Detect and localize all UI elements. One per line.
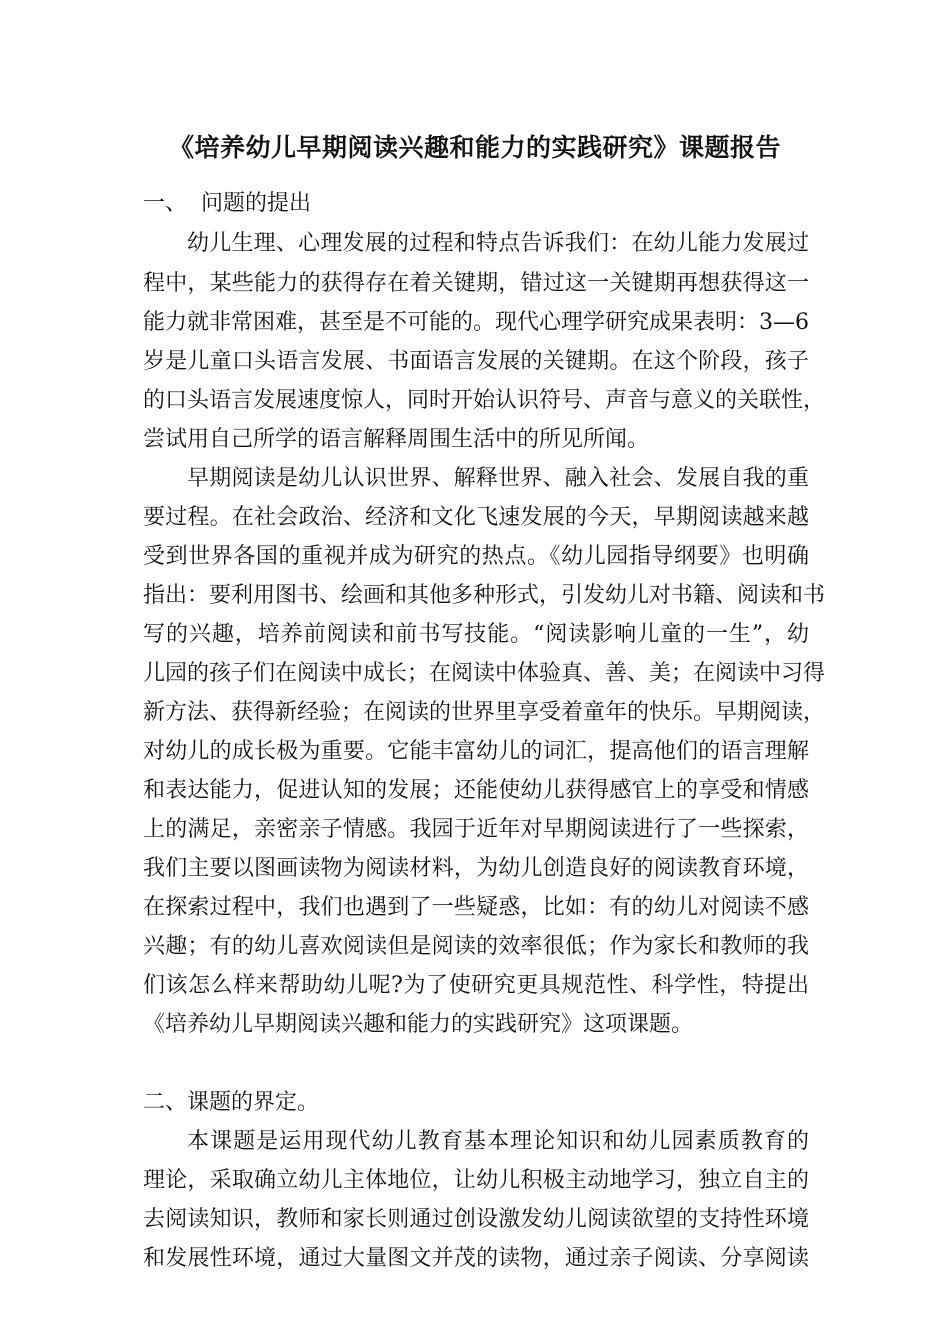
paragraph-line: 岁是儿童口头语言发展、书面语言发展的关键期。在这个阶段，孩子 <box>143 349 809 374</box>
paragraph-line: 要过程。在社会政治、经济和文化飞速发展的今天，早期阅读越来越 <box>143 505 809 530</box>
paragraph-line: 《培养幼儿早期阅读兴趣和能力的实践研究》这项课题。 <box>143 1012 694 1037</box>
paragraph-line: 我们主要以图画读物为阅读材料，为幼儿创造良好的阅读教育环境， <box>143 856 809 881</box>
paragraph-line: 能力就非常困难，甚至是不可能的。现代心理学研究成果表明：3—6 <box>143 310 809 335</box>
paragraph-line: 写的兴趣，培养前阅读和前书写技能。“阅读影响儿童的一生”，幼 <box>143 622 809 647</box>
paragraph-line: 在探索过程中，我们也遇到了一些疑惑，比如：有的幼儿对阅读不感 <box>143 895 809 920</box>
paragraph-line: 理论，采取确立幼儿主体地位，让幼儿积极主动地学习，独立自主的 <box>143 1168 809 1193</box>
paragraph-line: 早期阅读是幼儿认识世界、解释世界、融入社会、发展自我的重 <box>187 466 809 491</box>
paragraph-line: 去阅读知识，教师和家长则通过创设激发幼儿阅读欲望的支持性环境 <box>143 1207 809 1232</box>
paragraph-line: 指出：要利用图书、绘画和其他多种形式，引发幼儿对书籍、阅读和书 <box>143 583 826 608</box>
paragraph-line: 的口头语言发展速度惊人，同时开始认识符号、声音与意义的关联性， <box>143 388 826 413</box>
paragraph-line: 兴趣；有的幼儿喜欢阅读但是阅读的效率很低；作为家长和教师的我 <box>143 934 809 959</box>
paragraph-line: 上的满足，亲密亲子情感。我园于近年对早期阅读进行了一些探索， <box>143 817 809 842</box>
section-1-title: 问题的提出 <box>201 191 312 216</box>
section-1-heading <box>143 186 311 222</box>
paragraph-line: 程中，某些能力的获得存在着关键期，错过这一关键期再想获得这一 <box>143 271 809 296</box>
section-1-number: 一、 <box>143 191 188 216</box>
section-2-heading: 二、课题的界定。 <box>143 1090 320 1115</box>
paragraph-line: 新方法、获得新经验；在阅读的世界里享受着童年的快乐。早期阅读， <box>143 700 826 725</box>
paragraph-line: 尝试用自己所学的语言解释周围生活中的所见所闻。 <box>143 427 650 452</box>
document-title: 《培养幼儿早期阅读兴趣和能力的实践研究》课题报告 <box>168 133 781 162</box>
paragraph-line: 们该怎么样来帮助幼儿呢?为了使研究更具规范性、科学性，特提出 <box>143 973 809 998</box>
paragraph-line: 对幼儿的成长极为重要。它能丰富幼儿的词汇，提高他们的语言理解 <box>143 739 809 764</box>
paragraph-line: 本课题是运用现代幼儿教育基本理论知识和幼儿园素质教育的 <box>187 1129 809 1154</box>
paragraph-line: 儿园的孩子们在阅读中成长；在阅读中体验真、善、美；在阅读中习得 <box>143 661 826 686</box>
paragraph-line: 受到世界各国的重视并成为研究的热点。《幼儿园指导纲要》也明确 <box>143 544 809 569</box>
paragraph-line: 幼儿生理、心理发展的过程和特点告诉我们：在幼儿能力发展过 <box>187 231 809 256</box>
paragraph-line: 和表达能力，促进认知的发展；还能使幼儿获得感官上的享受和情感 <box>143 778 809 803</box>
paragraph-line: 和发展性环境，通过大量图文并茂的读物，通过亲子阅读、分享阅读 <box>143 1246 809 1271</box>
